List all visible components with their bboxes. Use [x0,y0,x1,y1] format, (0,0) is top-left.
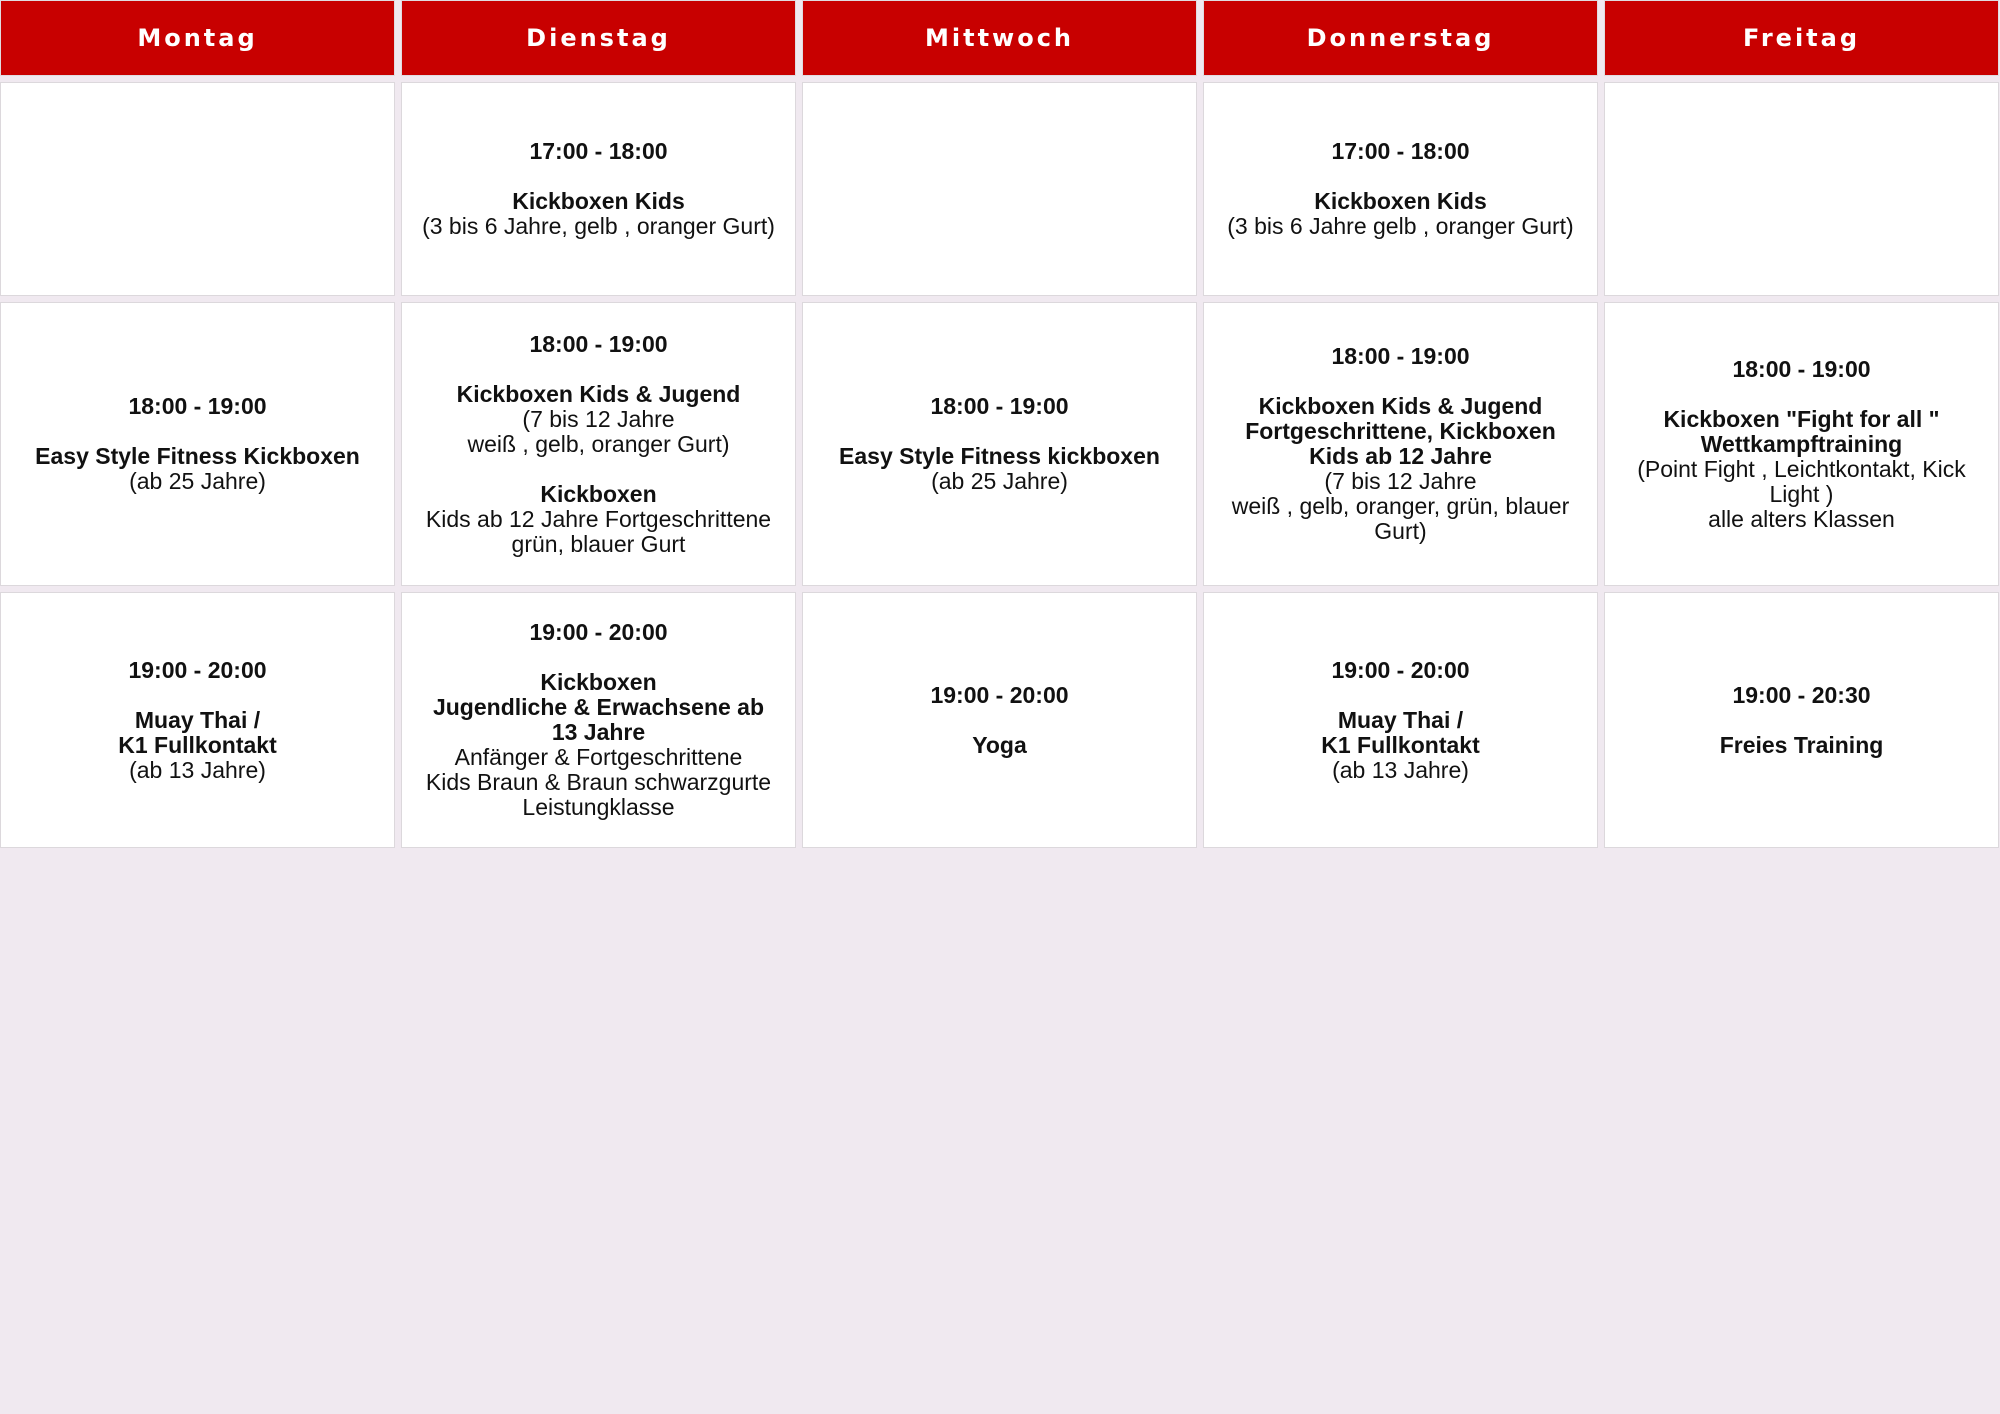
timetable-cell-montag-slot-1 [0,82,395,296]
session-title: Yoga [972,731,1027,758]
timetable-cell-montag-slot-3 [0,592,395,848]
session-title: 19:00 - 20:00 [128,656,267,683]
timetable-cell-donnerstag-slot-2 [1203,302,1598,586]
session-title: Easy Style Fitness Kickboxen [35,443,360,469]
session-details: (7 bis 12 Jahre weiß , gelb, oranger, grün, blauer Gurt) [1231,468,1570,544]
session-details: (ab 13 Jahre) [129,756,266,783]
session-details: (ab 25 Jahre) [931,468,1068,494]
timetable-cell-freitag-slot-3 [1604,592,1999,848]
timetable-cell-dienstag-slot-3 [401,592,796,848]
session-title: Kickboxen [540,480,657,507]
session-details: (ab 13 Jahre) [1332,756,1469,783]
session-details: (7 bis 12 Jahre weiß , gelb, oranger Gurt) [467,405,730,457]
session-details: Kids ab 12 Jahre Fortgeschrittene grün, blauer Gurt [425,505,772,557]
session-title: 18:00 - 19:00 [1331,343,1470,369]
timetable-cell-mittwoch-slot-1 [802,82,1197,296]
session-details: (3 bis 6 Jahre gelb , oranger Gurt) [1227,213,1574,239]
session-title: 19:00 - 20:00 [1331,656,1470,683]
session-details: (ab 25 Jahre) [129,468,266,494]
session-title: Kickboxen Kids & Jugend Fortgeschrittene, Kickboxen Kids ab 12 Jahre [1245,393,1556,469]
session-title: Kickboxen Jugendliche & Erwachsene ab 13 Jahre [432,669,765,745]
timetable-cell-donnerstag-slot-3 [1203,592,1598,848]
session-title: 19:00 - 20:00 [930,681,1069,708]
timetable-cell-donnerstag-slot-1 [1203,82,1598,296]
day-header-montag: Montag [0,0,395,76]
day-header-mittwoch: Mittwoch [802,0,1197,76]
session-title: Muay Thai / K1 Fullkontakt [1321,706,1480,758]
session-title: Muay Thai / K1 Fullkontakt [118,706,277,758]
session-title: 18:00 - 19:00 [128,393,267,419]
session-details: Anfänger & Fortgeschrittene Kids Braun & Braun schwarzgurte Leistungklasse [425,744,772,820]
day-header-donnerstag: Donnerstag [1203,0,1598,76]
session-title: 17:00 - 18:00 [1331,138,1470,164]
timetable-cell-dienstag-slot-2 [401,302,796,586]
session-title: Freies Training [1719,731,1884,758]
day-header-freitag: Freitag [1604,0,1999,76]
timetable-cell-freitag-slot-2 [1604,302,1999,586]
session-details: (3 bis 6 Jahre, gelb , oranger Gurt) [422,213,775,239]
session-title: Kickboxen Kids [1314,188,1487,214]
session-title: Kickboxen Kids & Jugend [456,380,741,407]
timetable-cell-mittwoch-slot-3 [802,592,1197,848]
session-title: Kickboxen Kids [512,188,685,214]
timetable-cell-montag-slot-2 [0,302,395,586]
timetable-cell-freitag-slot-1 [1604,82,1999,296]
timetable-cell-mittwoch-slot-2 [802,302,1197,586]
session-title: 18:00 - 19:00 [1732,355,1871,382]
timetable-cell-dienstag-slot-1 [401,82,796,296]
session-title: 18:00 - 19:00 [930,393,1069,419]
day-header-dienstag: Dienstag [401,0,796,76]
session-title: 19:00 - 20:00 [529,619,668,645]
session-title: 18:00 - 19:00 [529,330,668,357]
session-details: (Point Fight , Leichtkontakt, Kick Light ) alle alters Klassen [1637,455,1966,532]
session-title: 19:00 - 20:30 [1732,681,1871,708]
session-title: 17:00 - 18:00 [529,138,668,164]
session-title: Kickboxen "Fight for all " Wettkampftraining [1663,405,1940,457]
session-title: Easy Style Fitness kickboxen [839,443,1160,469]
